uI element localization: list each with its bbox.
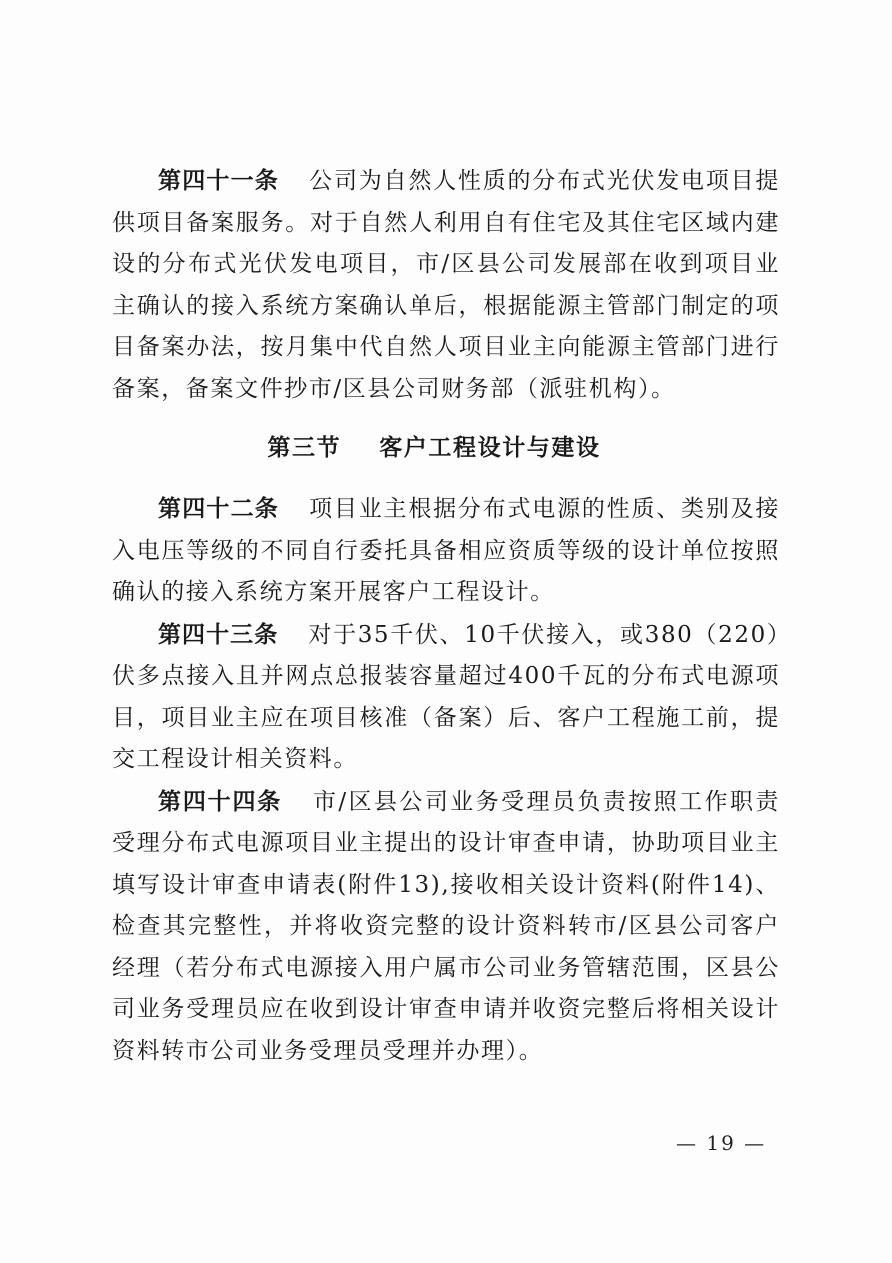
article-41-label: 第四十一条 xyxy=(158,167,279,194)
section-heading xyxy=(112,428,780,468)
section-number: 第三节 xyxy=(267,434,342,461)
article-42-paragraph xyxy=(112,488,780,614)
page-number: — 19 — xyxy=(676,1131,767,1155)
article-41-text: 公司为自然人性质的分布式光伏发电项目提供项目备案服务。对于自然人利用自有住宅及其住宅区域内建设的分布式光伏发电项目，市/区县公司发展部在收到项目业主确认的接入系统方案确认单后，根据能源主管部门制定的项目备案办法，按月集中代自然人项目业主向能源主管部门进行备案，备案文件抄市/区县公司财务部（派驻机构）。 xyxy=(112,168,781,402)
article-44-paragraph xyxy=(112,781,780,1073)
document-body xyxy=(112,160,780,1072)
article-44-text: 市/区县公司业务受理员负责按照工作职责受理分布式电源项目业主提出的设计审查申请，协助项目业主填写设计审查申请表(附件13),接收相关设计资料(附件14)、检查其完整性，并将收资完整的设计资料转市/区县公司客户经理（若分布式电源接入用户属市公司业务管辖范围，区县公司业务受理员应在收到设计审查申请并收资完整后将相关设计资料转市公司业务受理员受理并办理）。 xyxy=(112,788,780,1064)
article-43-paragraph xyxy=(112,614,780,781)
article-43-text: 对于35千伏、10千伏接入，或380（220）伏多点接入且并网点总报装容量超过400千瓦的分布式电源项目，项目业主应在项目核准（备案）后、客户工程施工前，提交工程设计相关资料。 xyxy=(112,621,780,772)
article-43-label: 第四十三条 xyxy=(158,620,279,648)
article-44-label: 第四十四条 xyxy=(158,787,283,815)
article-42-label: 第四十二条 xyxy=(158,495,279,522)
section-title: 客户工程设计与建设 xyxy=(379,434,601,461)
article-41-paragraph xyxy=(112,160,780,410)
article-42-text: 项目业主根据分布式电源的性质、类别及接入电压等级的不同自行委托具备相应资质等级的设计单位按照确认的接入系统方案开展客户工程设计。 xyxy=(112,496,781,605)
